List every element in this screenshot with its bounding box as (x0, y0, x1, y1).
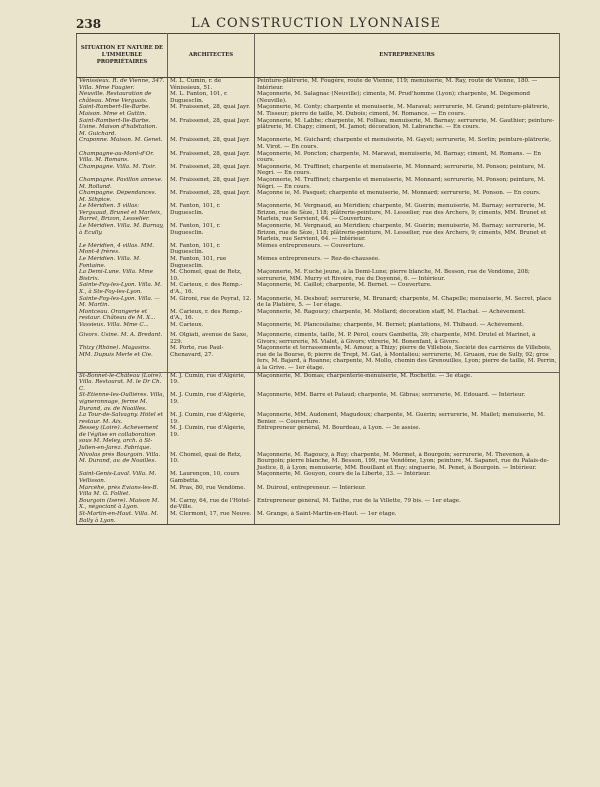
site-cell: Champagne. Villa. M. Tisir. (77, 164, 168, 177)
architect-cell: M. Olgiati, avenue de Saxe, 229. (168, 332, 255, 345)
architect-cell: M. Fraissenet, 28, quai Jayr. (168, 164, 255, 177)
site-cell: Vénissieux. R. de Vienne, 347. Villa. Mme Faugier. (77, 78, 168, 92)
table-row (77, 177, 560, 190)
architect-cell: M. Porte, rue Paul-Chenavard, 27. (168, 345, 255, 372)
table-row (77, 190, 560, 203)
site-cell: Bourgoin (Isère). Maison M. X., négociant à Lyon. (77, 498, 168, 511)
column-header-site: SITUATION ET NATURE DE L'IMMEUBLE PROPRIÉTAIRES (77, 34, 168, 78)
architect-cell: M. Pras, 80, rue Vendôme. (168, 485, 255, 498)
site-cell: Saint-Rambert-Ile-Barbe. Maison. Mme et Guttin. (77, 104, 168, 117)
architect-cell: M. Gironi, rue de Peyrat, 12. (168, 296, 255, 309)
contractors-cell: Mêmes entrepreneurs. — Rez-de-chaussée. (255, 256, 560, 269)
architect-cell: M. Carny, 64, rue de l'Hôtel-de-Ville. (168, 498, 255, 511)
site-cell: Champagne-au-Mont-d'Or. Villa. M. Romans. (77, 151, 168, 164)
site-cell: Givors. Usine. M. A. Bredant. (77, 332, 168, 345)
site-cell: La Demi-Lune. Villa. Mme Bistrix. (77, 269, 168, 282)
architect-cell: M. Fanton, 101, r. Duguesclin. (168, 223, 255, 243)
site-cell: Le Méridien. Villa. M. Barnay, à Ecully. (77, 223, 168, 243)
table-row (77, 372, 560, 392)
contractors-cell: Maçonnerie, M. Caillot; charpente, M. Bernet. — Couverture. (255, 282, 560, 295)
table-row (77, 309, 560, 322)
contractors-cell: Maçonnerie, M. Desbouf; serrurerie, M. Brunard; charpente, M. Chapelle; menuiserie, M. Secret, place de la Platière, 5. — 1er étage. (255, 296, 560, 309)
site-cell: Neuville. Restauration de château. Mme Verguais. (77, 91, 168, 104)
site-cell: Thizy (Rhône). Magasins. MM. Dupuis Merle et Cie. (77, 345, 168, 372)
table-row (77, 164, 560, 177)
table-row (77, 137, 560, 150)
table-row (77, 332, 560, 345)
contractors-cell: Maçonnerie, M. Conty; charpente et menuiserie, M. Maravat; serrurerie, M. Grand; peinture-plâtrerie, M. Tisseur; pierre de taille, M. Dubois; ciment, M. Romance. — En cours. (255, 104, 560, 117)
table-row (77, 392, 560, 412)
table-row (77, 223, 560, 243)
site-cell: Montceau. Orangerie et restaur. Château de M. X... (77, 309, 168, 322)
architect-cell: M. Carieux, r. des Remp.-d'A., 16. (168, 282, 255, 295)
journal-title: LA CONSTRUCTION LYONNAISE (190, 16, 442, 31)
contractors-cell: Maçonnerie, M. Ragoucy; charpente, M. Mollard; décoration staff, M. Flachat. — Achèvement. (255, 309, 560, 322)
contractors-cell: Maçonnerie, M. Ragoucy, à Ruy; charpente, M. Mermet, à Bourgoin; serrurerie, M. Thevenon, à Bourgoin; pierre blanche, M. Besson, 199, rue Vendôme, Lyon; peinture, M. Sapanet, rue du Palais-de-Justice, 8, à Lyon; menuiserie, MM. Bouillant et Ruy; singuerie, M. Penet, à Bourgoin. — Intérieur. (255, 452, 560, 472)
architect-cell: M. J. Cumin, rue d'Algérie, 19. (168, 372, 255, 392)
site-cell: Champagne. Dépendances. M. Sthpice. (77, 190, 168, 203)
architect-cell: M. Fraissenet, 28, quai Jayr. (168, 151, 255, 164)
works-table (76, 33, 560, 525)
site-cell: Vassieux. Villa. Mme C... (77, 322, 168, 332)
architect-cell: M. Carieux, r. des Remp.-d'A., 16. (168, 309, 255, 322)
architect-cell: M. Fanton, 101, r. Duguesclin. (168, 243, 255, 256)
site-cell: Champagne. Pavillon annexe. M. Rolland. (77, 177, 168, 190)
contractors-cell: Maçonnerie et terrassements, M. Amour, à Thizy; pierre de Villebois, Société des carrières de Villebois, rue de la Bourse, 6; pierre de Trept, M. Gat, à Montalieu; serrurerie, M. Gruaon, rue de Sully, 92; gros fers, M. Bajard, à Roanne; charpente, M. Mollo, chemin des Grenouilles, Lyon; pierre de taille, M. Perrin, à la Grive. — 1er étage. (255, 345, 560, 372)
architect-cell: M. L. Fanton, 101, r. Duguesclin. (168, 91, 255, 104)
table-row (77, 256, 560, 269)
table-row (77, 412, 560, 425)
architect-cell: M. Carieux. (168, 322, 255, 332)
contractors-cell: Maçonnerie, M. Vergnaud, au Méridien; charpente, M. Guérin; menuiserie, M. Barnay; serrurerie, M. Brizon, rue de Sèze, 118; plâtrerie-peinture, M. Lesselier, rue des Archers, 9; ciments, MM. Brunet et Marleix, rue Servient, 64. — Couverture. (255, 203, 560, 223)
site-cell: St-Bonnet-le-Château (Loire). Villa. Restaurat. M. le Dr Ch. C. (77, 372, 168, 392)
table-row (77, 104, 560, 117)
table-row (77, 322, 560, 332)
contractors-cell: Maçonnerie, M. F.uché jeune, à la Demi-Lune; pierre blanche, M. Besson, rue de Vendôme, 208; serrurerie, MM. Murry et Rivoire, rue du Doyenné, 6. — Intérieur. (255, 269, 560, 282)
column-header-contractors: ENTREPRENEURS (255, 34, 560, 78)
contractors-cell: Maçonnerie, MM. Audonent, Magudoux; charpente, M. Guérin; serrurerie, M. Mailet; menuiserie, M. Benier. — Couverture. (255, 412, 560, 425)
architect-cell: M. Fraissenet, 28, quai Jayr. (168, 177, 255, 190)
site-cell: Le Méridien. Villa. M. Fontaine. (77, 256, 168, 269)
architect-cell: M. Fanton, 101, rue Duguesclin. (168, 256, 255, 269)
table-row (77, 203, 560, 223)
contractors-cell: Maçonnerie, M. Vergnaud, au Méridien; charpente, M. Guérin; menuiserie, M. Barnay; serrurerie, M. Brizon, rue de Sèze, 118; plâtrerie-peinture, M. Lesselier, rue des Archers, 9; ciments, MM. Brunet et Marleix, rue Servient, 64. — Intérieur. (255, 223, 560, 243)
contractors-cell: M. Duiroul, entrepreneur. — Intérieur. (255, 485, 560, 498)
contractors-cell: Entrepreneur général, M. Bourdeau, à Lyon. — 3e assise. (255, 425, 560, 451)
site-cell: St-Etienne-les-Oullières. Villa, vigneronnage, ferme M. Durand, av. de Noailles. (77, 392, 168, 412)
table-row (77, 269, 560, 282)
architect-cell: M. Clermont, 17, rue Neuve. (168, 511, 255, 525)
site-cell: La Tour-de-Salvagny. Hôtel et restaur. M. Aix. (77, 412, 168, 425)
table-row (77, 151, 560, 164)
site-cell: Bessey (Loire). Achèvement de l'église en collaboration sous M. Meley, arch. à St-Julien-en-Jarez. Fabrique. (77, 425, 168, 451)
contractors-cell: Maçonnerie, M. Salagnac (Neuville); ciments, M. Prud'homme (Lyon); charpente, M. Dégemond (Neuville). (255, 91, 560, 104)
contractors-cell: Maçonnerie, M. Plancoulaine; charpente, M. Bernet; plantations, M. Thibaud. — Achèvement. (255, 322, 560, 332)
table-body (77, 78, 560, 525)
site-cell: Saint-Rambert-Ile-Barbe. Usine. Maison d'habitation. M. Guichard. (77, 118, 168, 138)
site-cell: Sainte-Foy-les-Lyon. Villa. M. X., à Ste-Foy-les-Lyon. (77, 282, 168, 295)
architect-cell: M. L. Cumin, r. de Vénissieux, 51. (168, 78, 255, 92)
table-row (77, 118, 560, 138)
site-cell: Nivolas près Bourgoin. Villa. M. Durand, av. de Noailles. (77, 452, 168, 472)
architect-cell: M. J. Cumin, rue d'Algérie, 19. (168, 425, 255, 451)
contractors-cell: Entrepreneur général, M. Taithe, rue de la Villette, 79 bis. — 1er étage. (255, 498, 560, 511)
contractors-cell: Maçonnerie, M. Truffinet; charpente et menuiserie, M. Monnard; serrurerie, M. Ponson; peinture, M. Négri. — En cours. (255, 177, 560, 190)
architect-cell: M. Fraissenet, 28, quai Jayr. (168, 104, 255, 117)
table-row (77, 91, 560, 104)
site-cell: St-Martin-en-Haut. Villa. M. Bally à Lyon. (77, 511, 168, 525)
table-row (77, 243, 560, 256)
site-cell: Saint-Genis-Laval. Villa. M. Vellisson. (77, 471, 168, 484)
site-cell: Le Méridien, 4 villas. MM. Mont-4 frères. (77, 243, 168, 256)
contractors-cell: Maçonnerie, MM. Barre et Pataud; charpente, M. Gibras; serrurerie, M. Edouard. — Intérieur. (255, 392, 560, 412)
table-header-row (77, 34, 560, 78)
table-row (77, 282, 560, 295)
contractors-cell: Maçonnerie, M. Guichard; charpente et menuiserie, M. Gayet; serrurerie, M. Sorlin; peinture-plâtrerie, M. Virot. — En cours. (255, 137, 560, 150)
architect-cell: M. Chomel, quai de Retz, 10. (168, 452, 255, 472)
contractors-cell: Maçonnerie, M. Domas; charpenterie-menuiserie, M. Rochette. — 3e étage. (255, 372, 560, 392)
architect-cell: M. Fanton, 101, r. Duguesclin. (168, 203, 255, 223)
site-cell: Le Méridien. 5 villas: Verguaud, Brunet et Marleix, Barret, Brizon, Lesselier. (77, 203, 168, 223)
architect-cell: M. Fraissenet, 28, quai Jayr. (168, 137, 255, 150)
contractors-cell: Maçonnerie, M. Truffinet; charpente et menuiserie, M. Monnard; serrurerie, M. Ponson; peinture, M. Negri. — En cours. (255, 164, 560, 177)
contractors-cell: M. Grange, à Saint-Martin-en-Haut. — 1er étage. (255, 511, 560, 525)
architect-cell: M. Chomel, quai de Retz, 10. (168, 269, 255, 282)
contractors-cell: Maçonnerie, M. Labbe; charpente, M. Folliau; menuiserie, M. Barnay; serrurerie, M. Gauthier; peinture-plâtrerie, M. Chapy; ciment, M. Jamot; décoration, M. Labranche. — En cours. (255, 118, 560, 138)
table-row (77, 471, 560, 484)
column-header-architects: ARCHITECTES (168, 34, 255, 78)
contractors-cell: Mêmes entrepreneurs. — Couverture. (255, 243, 560, 256)
table-row (77, 452, 560, 472)
site-cell: Craponne. Maison. M. Genet. (77, 137, 168, 150)
contractors-cell: Maçonnerie, M. Poncton; charpente, M. Maravat, menuiserie, M. Barnay; ciment, M. Romans. — En cours. (255, 151, 560, 164)
table-row (77, 345, 560, 372)
contractors-cell: Maçonne ie, M. Pasquet; charpente et menuiserie, M. Monnard; serrurerie, M. Ponson. — En cours. (255, 190, 560, 203)
table-row (77, 511, 560, 525)
contractors-cell: Peinture-plâtrerie, M. Fougère, route de Vienne, 119; menuiserie, M. Ray, route de Vienne, 180. — Intérieur. (255, 78, 560, 92)
architect-cell: M. Fraissenet, 28, quai Jayr. (168, 118, 255, 138)
site-cell: Sainte-Foy-les-Lyon. Villa. — M. Martin. (77, 296, 168, 309)
architect-cell: M. J. Cumin, rue d'Algérie, 19. (168, 392, 255, 412)
table-row (77, 425, 560, 451)
site-cell: Marcéhe, près Evians-les-B. Villa M. G. Folliet. (77, 485, 168, 498)
table-row (77, 78, 560, 92)
table-row (77, 485, 560, 498)
architect-cell: M. J. Cumin, rue d'Algérie, 19. (168, 412, 255, 425)
contractors-cell: Maçonnerie, M. Gouyon, cours de la Liberté, 33. — Intérieur. (255, 471, 560, 484)
architect-cell: M. Fraissenet, 28, quai Jayr. (168, 190, 255, 203)
table-row (77, 498, 560, 511)
running-head (76, 14, 556, 34)
table-row (77, 296, 560, 309)
page-number: 238 (76, 17, 102, 31)
architect-cell: M. Laurençon, 10, cours Gambetta. (168, 471, 255, 484)
contractors-cell: Maçonnerie, ciments, taille, M. P. Pérol, cours Gambetta, 39; charpente, MM. Drutel et Marinet, à Givors; serrurerie, M. Vialet, à Givors; vitrerie, M. Bonenfant, à Givors. (255, 332, 560, 345)
